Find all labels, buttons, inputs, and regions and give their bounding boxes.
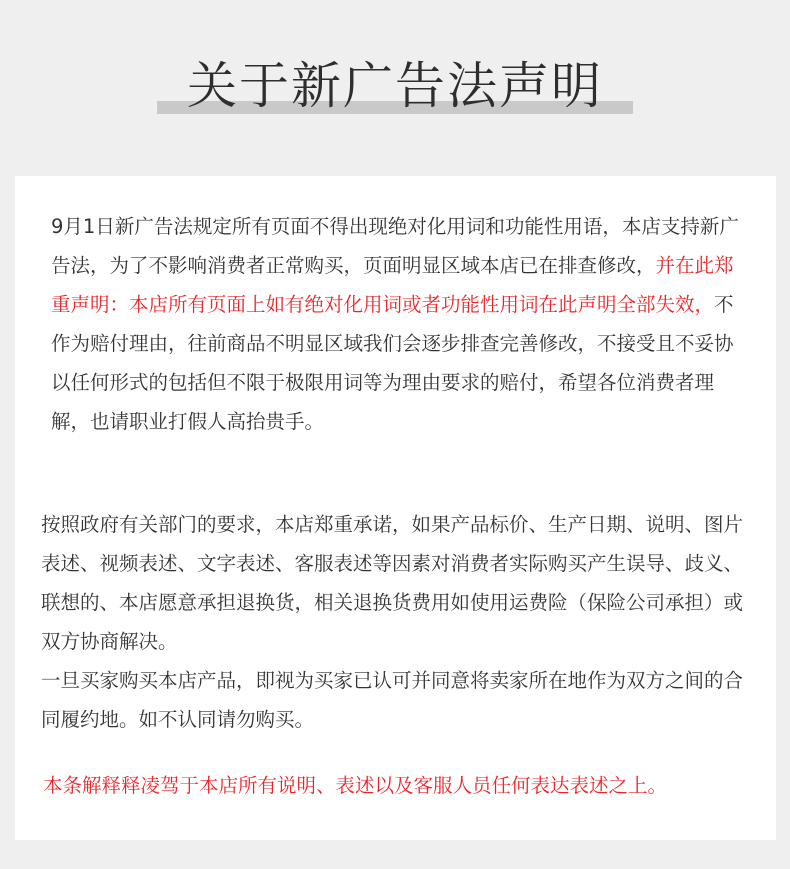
paragraph-ad-law-text: 9月1日新广告法规定所有页面不得出现绝对化用词和功能性用语，本店支持新广告法，为了不影响消费者正常购买，页面明显区域本店已在排查修改， bbox=[51, 215, 739, 277]
statement-card bbox=[15, 176, 776, 840]
final-statement: 本条解释释凌驾于本店所有说明、表述以及客服人员任何表达表述之上。 bbox=[43, 774, 668, 797]
paragraph-ad-law-highlight: 并在此郑重声明：本店所有页面上如有绝对化用词或者功能性用词在此声明全部失效， bbox=[51, 254, 734, 316]
paragraph-ad-law bbox=[51, 207, 747, 441]
paragraph-contract-location: 一旦买家购买本店产品，即视为买家已认可并同意将卖家所在地作为双方之间的合同履约地。如不认同请勿购买。 bbox=[41, 669, 744, 731]
title-area bbox=[0, 48, 790, 128]
paragraph-commitment: 按照政府有关部门的要求，本店郑重承诺，如果产品标价、生产日期、说明、图片表述、视频表述、文字表述、客服表述等因素对消费者实际购买产生误导、歧义、联想的、本店愿意承担退换货，相关退换货费用如使用运费险（保险公司承担）或双方协商解决。 bbox=[41, 513, 744, 653]
page-title: 关于新广告法声明 bbox=[187, 57, 603, 115]
paragraph-ad-law-continuation: 不作为赔付理由，往前商品不明显区域我们会逐步排查完善修改，不接受且不妥协以任何形式的包括但不限于极限用词等为理由要求的赔付，希望各位消费者理解，也请职业打假人高抬贵手。 bbox=[51, 293, 734, 433]
